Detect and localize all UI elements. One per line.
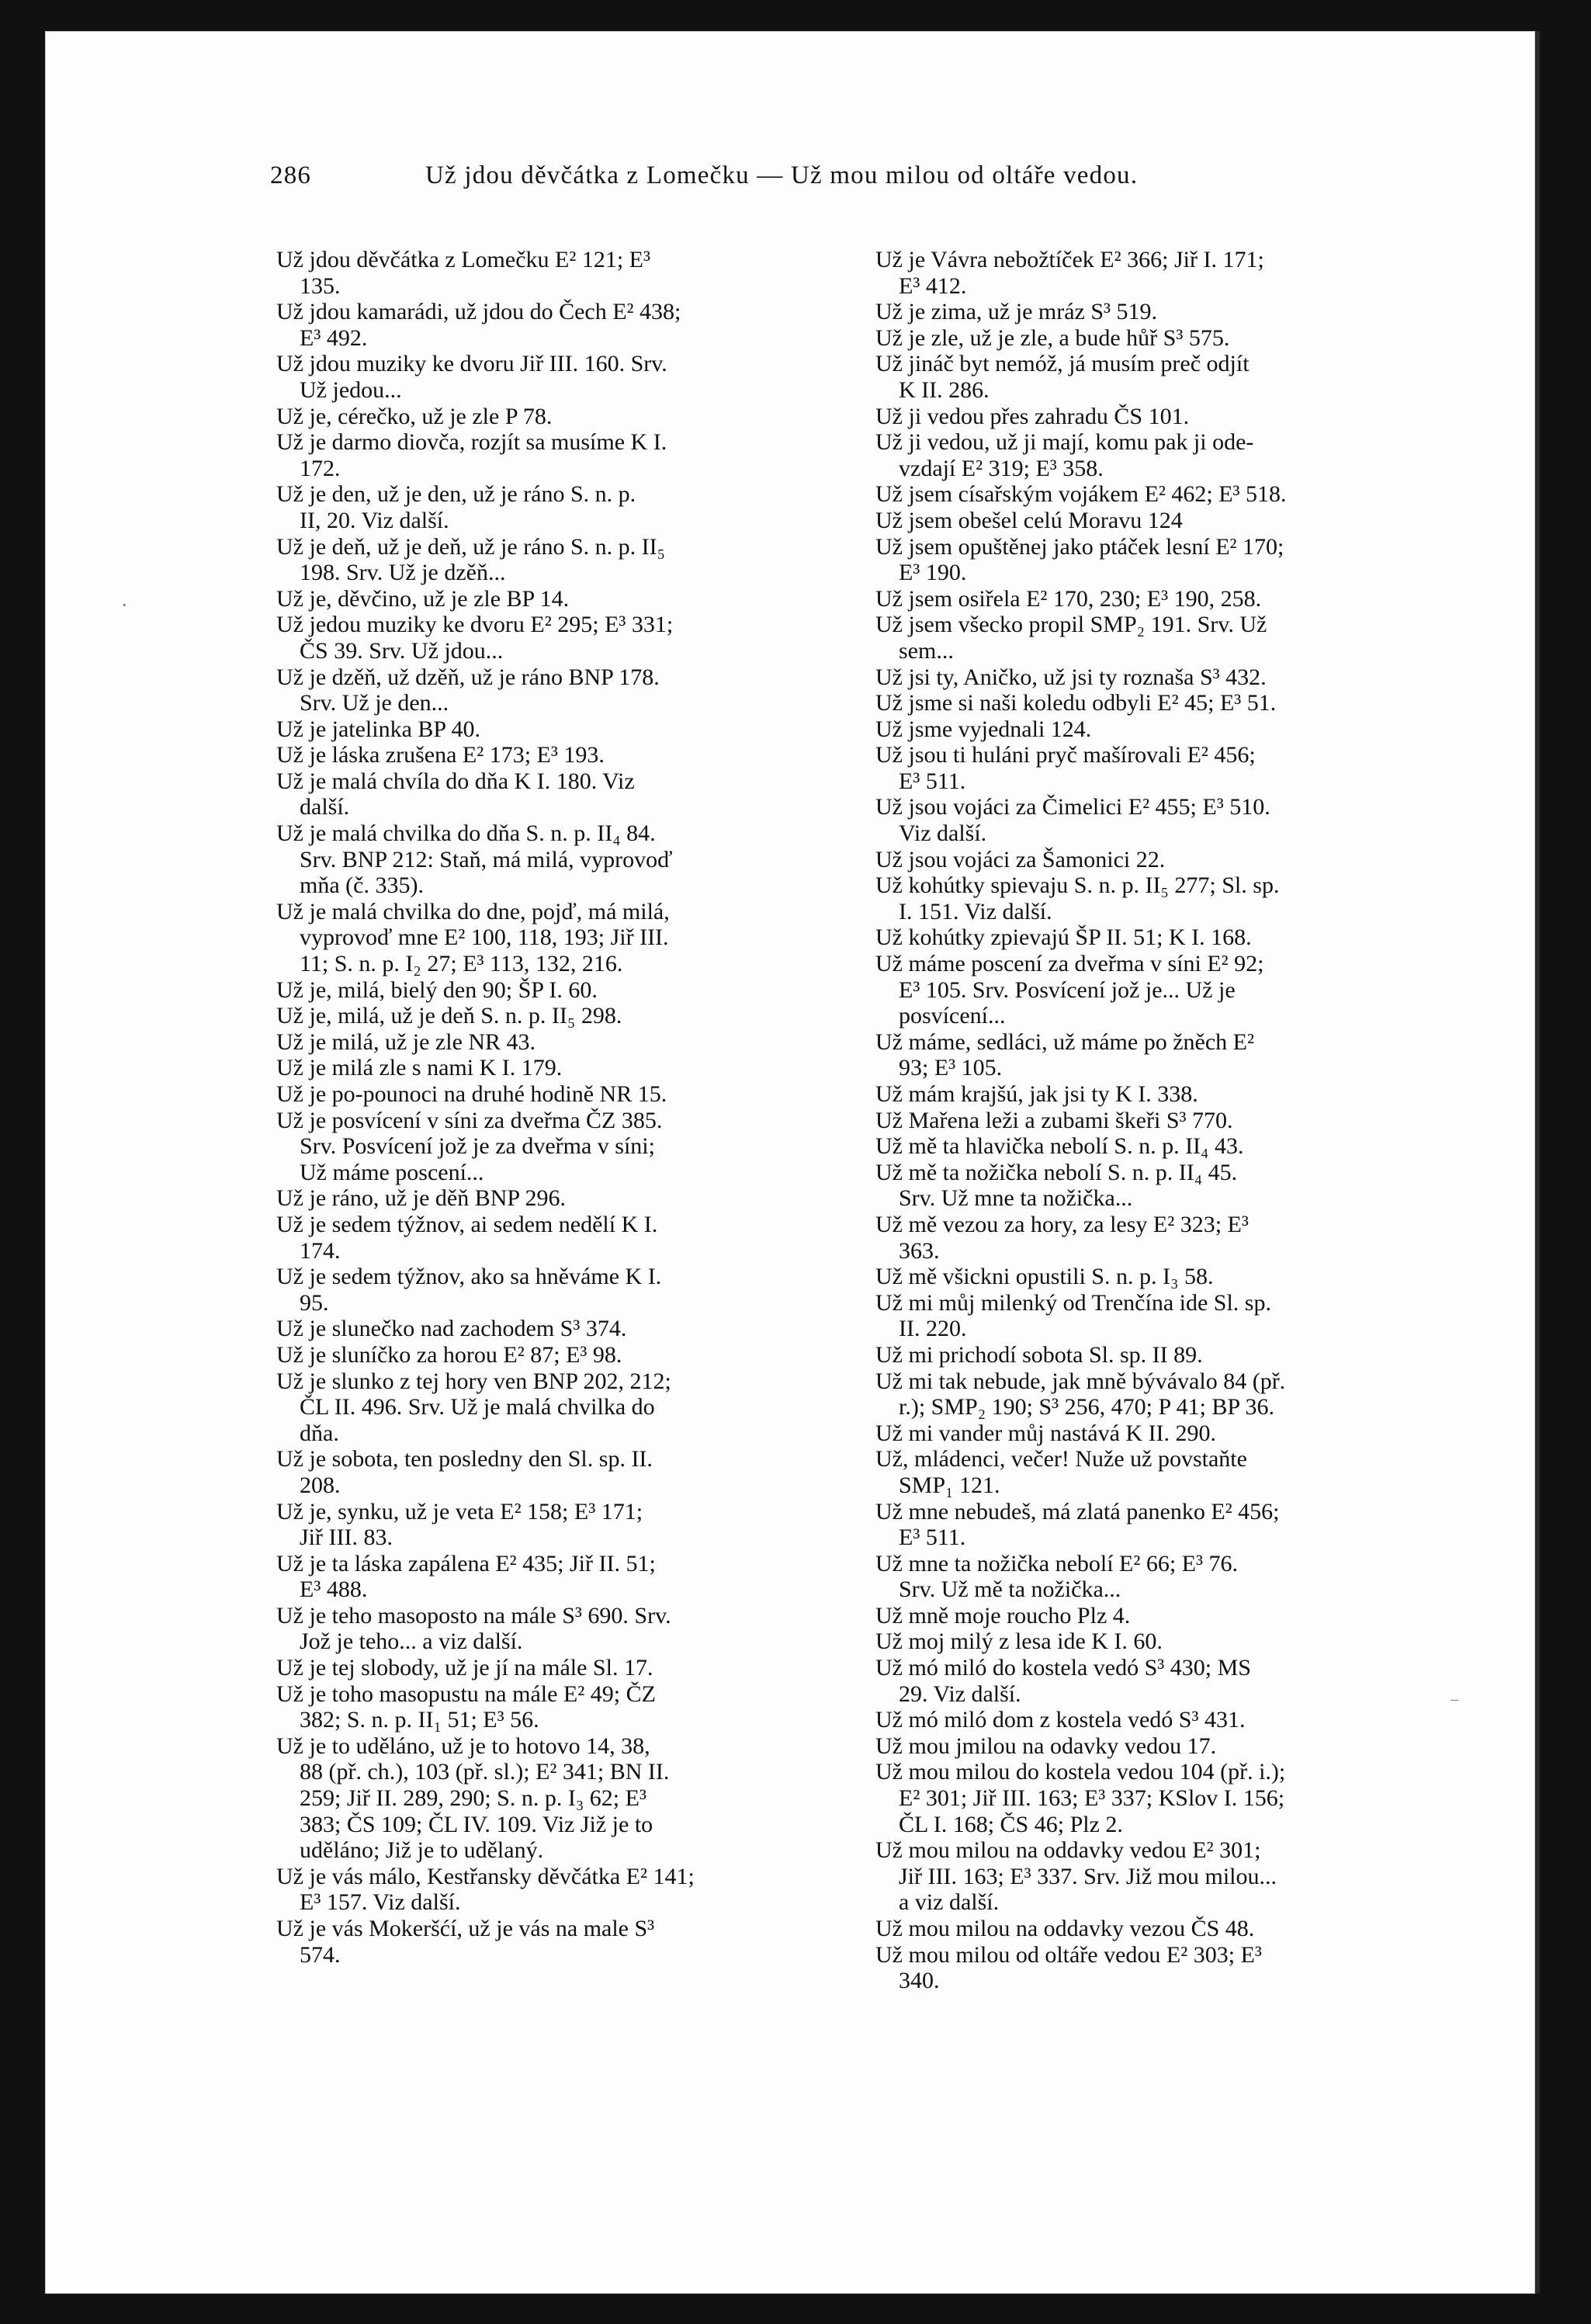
index-entry: Už je dzěň, už dzěň, už je ráno BNP 178. Srv. Už je den... <box>276 664 660 716</box>
index-entry: Už je zima, už je mráz S³ 519. <box>875 299 1158 325</box>
index-entry: Už je, milá, bielý den 90; ŠP I. 60. <box>276 976 598 1003</box>
index-entry: Už je slunečko nad zachodem S³ 374. <box>276 1316 627 1342</box>
index-entry: Už je deň, už je deň, už je ráno S. n. p. II₅ 198. Srv. Už je dzěň... <box>276 533 666 586</box>
index-entry: Už jedou muziky ke dvoru E² 295; E³ 331; ČS 39. Srv. Už jdou... <box>276 612 674 664</box>
index-entry: Už mou milou na oddavky vezou ČS 48. <box>875 1916 1255 1941</box>
index-column-right <box>875 247 1430 1994</box>
index-entry: Už jsem opuštěnej jako ptáček lesní E² 170; E³ 190. <box>875 533 1284 586</box>
index-entry: Už jsou vojáci za Čimelici E² 455; E³ 510. Viz další. <box>875 794 1270 847</box>
index-entry: Už jsem osiřela E² 170, 230; E³ 190, 258. <box>875 585 1262 612</box>
stray-mark: · <box>121 594 128 616</box>
index-entry: Už jdou kamarádi, už jdou do Čech E² 438; E³ 492. <box>276 299 681 351</box>
index-entry: Už mó miló dom z kostela vedó S³ 431. <box>875 1707 1246 1733</box>
index-entry: Už mě všickni opustili S. n. p. I₃ 58. <box>875 1264 1214 1290</box>
index-entry: Už mó miló do kostela vedó S³ 430; MS 29. Viz další. <box>875 1655 1251 1707</box>
index-entry: Už mi můj milenký od Trenčína ide Sl. sp. II. 220. <box>875 1289 1271 1342</box>
index-entry: Už mou jmilou na odavky vedou 17. <box>875 1733 1217 1759</box>
index-entry: Už ji vedou přes zahradu ČS 101. <box>875 403 1190 429</box>
index-entry: Už je malá chvilka do dňa S. n. p. II₄ 84. Srv. BNP 212: Staň, má milá, vyprovoď mňa (č. 335). <box>276 820 673 899</box>
index-entry: Už jsme vyjednali 124. <box>875 716 1092 742</box>
index-entry: Už je Vávra nebožtíček E² 366; Jiř I. 171; E³ 412. <box>875 247 1264 299</box>
index-entry: Už kohútky spievaju S. n. p. II₅ 277; Sl. sp. I. 151. Viz další. <box>875 872 1280 924</box>
index-entry: Už, mládenci, večer! Nuže už povstaňte SMP₁ 121. <box>875 1446 1247 1498</box>
index-entry: Už mi tak nebude, jak mně bývávalo 84 (př. r.); SMP₂ 190; S³ 256, 470; P 41; BP 36. <box>875 1368 1286 1420</box>
index-entry: Už moj milý z lesa ide K I. 60. <box>875 1629 1163 1655</box>
index-entry: Už mě vezou za hory, za lesy E² 323; E³ 363. <box>875 1211 1249 1264</box>
index-entry: Už je milá zle s nami K I. 179. <box>276 1055 563 1081</box>
index-entry: Už mne nebudeš, má zlatá panenko E² 456; E³ 511. <box>875 1498 1280 1551</box>
index-entry: Už je, děvčino, už je zle BP 14. <box>276 585 570 612</box>
index-entry: Už je den, už je den, už je ráno S. n. p. II, 20. Viz další. <box>276 481 636 533</box>
index-entry: Už mou milou od oltáře vedou E² 303; E³ 340. <box>875 1941 1262 1994</box>
running-head: Už jdou děvčátka z Lomečku — Už mou milou od oltáře vedou. <box>425 161 1139 189</box>
index-entry: Už kohútky zpievajú ŠP II. 51; K I. 168. <box>875 924 1252 951</box>
index-entry: Už je sedem týžnov, ako sa hněváme K I. 95. <box>276 1264 662 1316</box>
index-entry: Už je toho masopustu na mále E² 49; ČZ 382; S. n. p. II₁ 51; E³ 56. <box>276 1681 656 1733</box>
index-entry: Už mi vander můj nastává K II. 290. <box>875 1420 1217 1446</box>
index-entry: Už jsou ti huláni pryč mašírovali E² 456; E³ 511. <box>875 742 1256 794</box>
index-entry: Už je, synku, už je veta E² 158; E³ 171; Jiř III. 83. <box>276 1498 643 1551</box>
index-entry: Už jsem obešel celú Moravu 124 <box>875 507 1183 533</box>
index-entry: Už je teho masoposto na mále S³ 690. Srv. Jož je teho... a viz další. <box>276 1602 671 1655</box>
index-entry: Už je, cérečko, už je zle P 78. <box>276 403 553 429</box>
book-page <box>45 31 1540 2294</box>
index-entry: Už mě ta nožička nebolí S. n. p. II₄ 45. Srv. Už mne ta nožička... <box>875 1159 1238 1212</box>
index-entry: Už je láska zrušena E² 173; E³ 193. <box>276 742 605 768</box>
index-entry: Už je ta láska zapálena E² 435; Jiř II. 51; E³ 488. <box>276 1550 656 1603</box>
index-entry: Už jsi ty, Aničko, už jsi ty roznaša S³ 432. <box>875 664 1267 690</box>
index-entry: Už Mařena leži a zubami škeři S³ 770. <box>875 1107 1233 1133</box>
index-entry: Už je to uděláno, už je to hotovo 14, 38, 88 (př. ch.), 103 (př. sl.); E² 341; BN II. 259; Jiř II. 289, 290; S. n. p. I₃ 62; E³ 383; ČS 109; ČL IV. 109. Viz Již je to uděláno; Již je to udělaný. <box>276 1733 670 1864</box>
index-entry: Už je slunko z tej hory ven BNP 202, 212; ČL II. 496. Srv. Už je malá chvilka do dňa. <box>276 1368 671 1446</box>
index-entry: Už je vás Mokeršćí, už je vás na male S³ 574. <box>276 1916 655 1968</box>
index-entry: Už máme poscení za dveřma v síni E² 92; E³ 105. Srv. Posvícení jož je... Už je posvícení... <box>875 951 1264 1029</box>
index-entry: Už je ráno, už je děň BNP 296. <box>276 1185 566 1212</box>
index-entry: Už mou milou do kostela vedou 104 (př. i.); E² 301; Jiř III. 163; E³ 337; KSlov I. 156; ČL I. 168; ČS 46; Plz 2. <box>875 1759 1286 1837</box>
index-entry: Už jsme si naši koledu odbyli E² 45; E³ 51. <box>875 690 1277 716</box>
index-entry: Už mi prichodí sobota Sl. sp. II 89. <box>875 1341 1203 1368</box>
index-entry: Už mám krajšú, jak jsi ty K I. 338. <box>875 1081 1198 1107</box>
index-entry: Už je, milá, už je deň S. n. p. II₅ 298. <box>276 1003 622 1029</box>
index-entry: Už je zle, už je zle, a bude hůř S³ 575. <box>875 324 1230 351</box>
index-entry: Už je darmo diovča, rozjít sa musíme K I. 172. <box>276 429 667 481</box>
index-entry: Už je vás málo, Kestřansky děvčátka E² 141; E³ 157. Viz další. <box>276 1863 695 1916</box>
index-entry: Už je milá, už je zle NR 43. <box>276 1028 536 1055</box>
index-entry: Už jináč byt nemóž, já musím preč odjít K II. 286. <box>875 351 1250 403</box>
index-entry: Už jsem císařským vojákem E² 462; E³ 518. <box>875 481 1287 508</box>
index-entry: Už je posvícení v síni za dveřma ČZ 385. Srv. Posvícení jož je za dveřma v síni; Už máme poscení... <box>276 1107 663 1185</box>
index-entry: Už je jatelinka BP 40. <box>276 716 480 742</box>
index-column-left <box>276 247 831 1968</box>
index-entry: Už mne ta nožička nebolí E² 66; E³ 76. Srv. Už mě ta nožička... <box>875 1550 1239 1603</box>
index-entry: Už jdou muziky ke dvoru Jiř III. 160. Srv. Už jedou... <box>276 351 667 403</box>
index-entry: Už jdou děvčátka z Lomečku E² 121; E³ 135. <box>276 247 650 299</box>
index-entry: Už jsem všecko propil SMP₂ 191. Srv. Už sem... <box>875 612 1267 664</box>
index-entry: Už mně moje roucho Plz 4. <box>875 1602 1131 1629</box>
page-header <box>270 161 1357 199</box>
index-entry: Už je po-pounoci na druhé hodině NR 15. <box>276 1081 667 1107</box>
stray-mark: ‾ <box>1451 1698 1458 1721</box>
index-entry: Už máme, sedláci, už máme po žněch E² 93; E³ 105. <box>875 1028 1254 1081</box>
index-entry: Už je tej slobody, už je jí na mále Sl. 17. <box>276 1655 653 1681</box>
index-entry: Už je sluníčko za horou E² 87; E³ 98. <box>276 1341 622 1368</box>
index-entry: Už mě ta hlavička nebolí S. n. p. II₄ 43. <box>875 1133 1244 1160</box>
index-entry: Už je malá chvíla do dňa K I. 180. Viz další. <box>276 768 635 820</box>
index-entry: Už je malá chvilka do dne, pojď, má milá, vyprovoď mne E² 100, 118, 193; Jiř III. 11; S. n. p. I₂ 27; E³ 113, 132, 216. <box>276 898 670 977</box>
page-number: 286 <box>270 161 312 189</box>
index-entry: Už je sobota, ten posledny den Sl. sp. II. 208. <box>276 1446 653 1498</box>
index-entry: Už ji vedou, už ji mají, komu pak ji ode- vzdají E² 319; E³ 358. <box>875 429 1254 481</box>
index-entry: Už mou milou na oddavky vedou E² 301; Jiř III. 163; E³ 337. Srv. Již mou milou... a viz další. <box>875 1837 1277 1916</box>
index-entry: Už je sedem týžnov, ai sedem nedělí K I. 174. <box>276 1211 658 1264</box>
index-entry: Už jsou vojáci za Šamonici 22. <box>875 846 1166 872</box>
